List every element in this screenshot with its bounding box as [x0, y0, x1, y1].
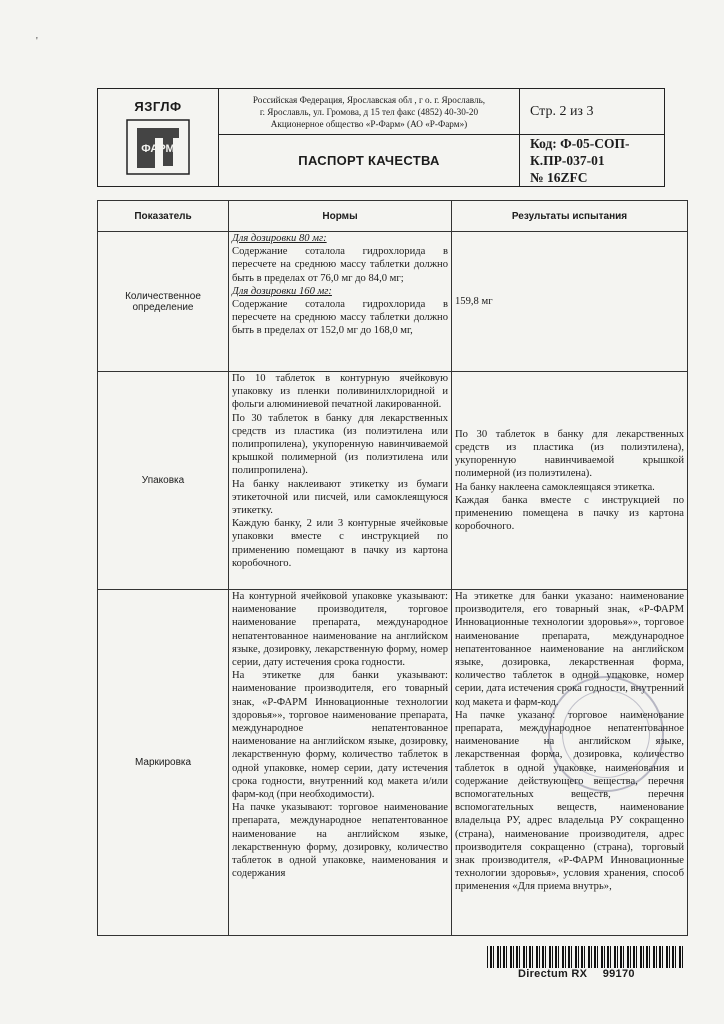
quality-table — [97, 200, 688, 936]
column-header-norms: Нормы — [229, 201, 452, 232]
company-logo-name: ЯЗГЛФ — [134, 99, 182, 114]
company-logo-text: ФАРМ — [141, 143, 175, 155]
row-norms — [229, 232, 452, 372]
norm-paragraph: По 30 таблеток в банку для лекарственных средств из пластика (из полиэтилена или полипропилена), укупоренную навинчиваемой крышкой полимерной (из полиэтилена или полипропилена). — [232, 412, 448, 477]
table-row — [98, 590, 688, 936]
norm-paragraph: На этикетке для банки указывают: наименование производителя, его товарный знак, «Р-ФАРМ Инновационные технологии здоровья»», торговое наименование препарата, международное непатентованное наименование на английском языке, дозировку, лекарственную форму, количество таблеток в одной упаковке, номер серии, дату истечения срока годности, внутренний код макета и/или фарм-код (при необходимости). — [232, 670, 448, 801]
result-paragraph: На банку наклеена самоклеящаяся этикетка. — [455, 481, 655, 493]
page-mark: ' — [36, 36, 38, 47]
norm-paragraph: На контурной ячейковой упаковке указывают: наименование производителя, торговое наименование препарата, международное непатентованное наименование на английском языке, дозировку, лекарственную форму, номер серии, дату истечения срока годности. — [232, 591, 448, 669]
result-paragraph: На пачке указано: торговое наименование препарата, международное непатентованное наименование на английском языке, лекарственная форма, дозировка, количество таблеток в одной упаковке, наименования и содержание действующего вещества, перечня вспомогательных веществ, перечня вспомогательных веществ, наименование владельца РУ, адрес владельца РУ сокращенно (страна), наименование производителя, адрес производителя сокращенно (страна), торговый знак производителя, «Р-ФАРМ Инновационные технологии здоровья», условия хранения, способ применения «Для приема внутрь», — [455, 709, 684, 893]
document-title: ПАСПОРТ КАЧЕСТВА — [219, 135, 520, 187]
column-header-results: Результаты испытания — [452, 201, 688, 232]
norm-paragraph: Содержание соталола гидрохлорида в пересчете на среднюю массу таблетки должно быть в пределах от 152,0 мг до 168,0 мг, — [232, 299, 448, 337]
result-paragraph: Каждая банка вместе с инструкцией по применению помещена в пачку из картона коробочного. — [455, 494, 684, 533]
address-line: Российская Федерация, Ярославская обл , г о. г. Ярославль, — [252, 94, 486, 105]
barcode-caption — [518, 968, 635, 980]
code-line: К.ПР-037-01 — [530, 153, 605, 168]
row-results — [452, 232, 688, 372]
row-norms — [229, 372, 452, 590]
barcode — [487, 946, 685, 968]
address-block — [219, 89, 520, 135]
norm-paragraph: Каждую банку, 2 или 3 контурные ячейковые упаковки вместе с инструкцией по применению помещают в пачку из картона коробочного. — [232, 518, 448, 569]
table-row — [98, 372, 688, 590]
result-paragraph: По 30 таблеток в банку для лекарственных средств из пластика (из полиэтилена), укупоренную навинчиваемой крышкой полимерной (из полиэтилена). — [455, 428, 684, 480]
address-line: г. Ярославль, ул. Громова, д 15 тел факс (4852) 40-30-20 — [259, 106, 479, 117]
result-paragraph: На этикетке для банки указано: наименование производителя, его товарный знак, «Р-ФАРМ Инновационные технологии здоровья»», торговое наименование препарата, международное непатентованное наименование на английском языке, дозировка, лекарственная форма, количество таблеток в одной упаковке, номер серии, дата истечения срока годности, внутренний код макета и фарм-код. — [455, 591, 684, 708]
page-number: Стр. 2 из 3 — [520, 89, 665, 135]
norm-paragraph: На банку наклеивают этикетку из бумаги этикеточной или писчей, или самоклеящуюся этикетку. — [232, 478, 448, 517]
row-indicator: Маркировка — [98, 590, 229, 936]
norm-paragraph: Для дозировки 160 мг: — [232, 285, 332, 297]
column-header-indicator: Показатель — [98, 201, 229, 232]
document-header — [97, 88, 665, 187]
code-line: № 16ZFC — [530, 170, 588, 185]
result-paragraph: 159,8 мг — [455, 295, 493, 307]
norm-paragraph: На пачке указывают: торговое наименование препарата, международное непатентованное наименование на английском языке, лекарственную форму, дозировку, количество таблеток в одной упаковке, наименования и содержания — [232, 802, 448, 880]
barcode-number: 99170 — [602, 968, 635, 980]
logo-cell — [98, 89, 219, 187]
address-line: Акционерное общество «Р-Фарм» (АО «Р-Фарм») — [270, 118, 468, 129]
row-results — [452, 590, 688, 936]
row-results — [452, 372, 688, 590]
row-norms — [229, 590, 452, 936]
norm-paragraph: Для дозировки 80 мг: — [232, 233, 327, 244]
row-indicator: Упаковка — [98, 372, 229, 590]
row-indicator: Количественное определение — [98, 232, 229, 372]
norm-paragraph: По 10 таблеток в контурную ячейковую упаковку из пленки поливинилхлоридной и фольги алюминиевой печатной лакированной. — [232, 373, 448, 411]
table-row — [98, 232, 688, 372]
barcode-label: Directum RX — [518, 968, 588, 980]
company-logo-icon — [125, 118, 191, 176]
document-code — [520, 135, 665, 187]
norm-paragraph: Содержание соталола гидрохлорида в пересчете на среднюю массу таблетки должно быть в пределах от 76,0 мг до 84,0 мг; — [232, 246, 448, 284]
code-line: Код: Ф-05-СОП- — [530, 136, 630, 151]
